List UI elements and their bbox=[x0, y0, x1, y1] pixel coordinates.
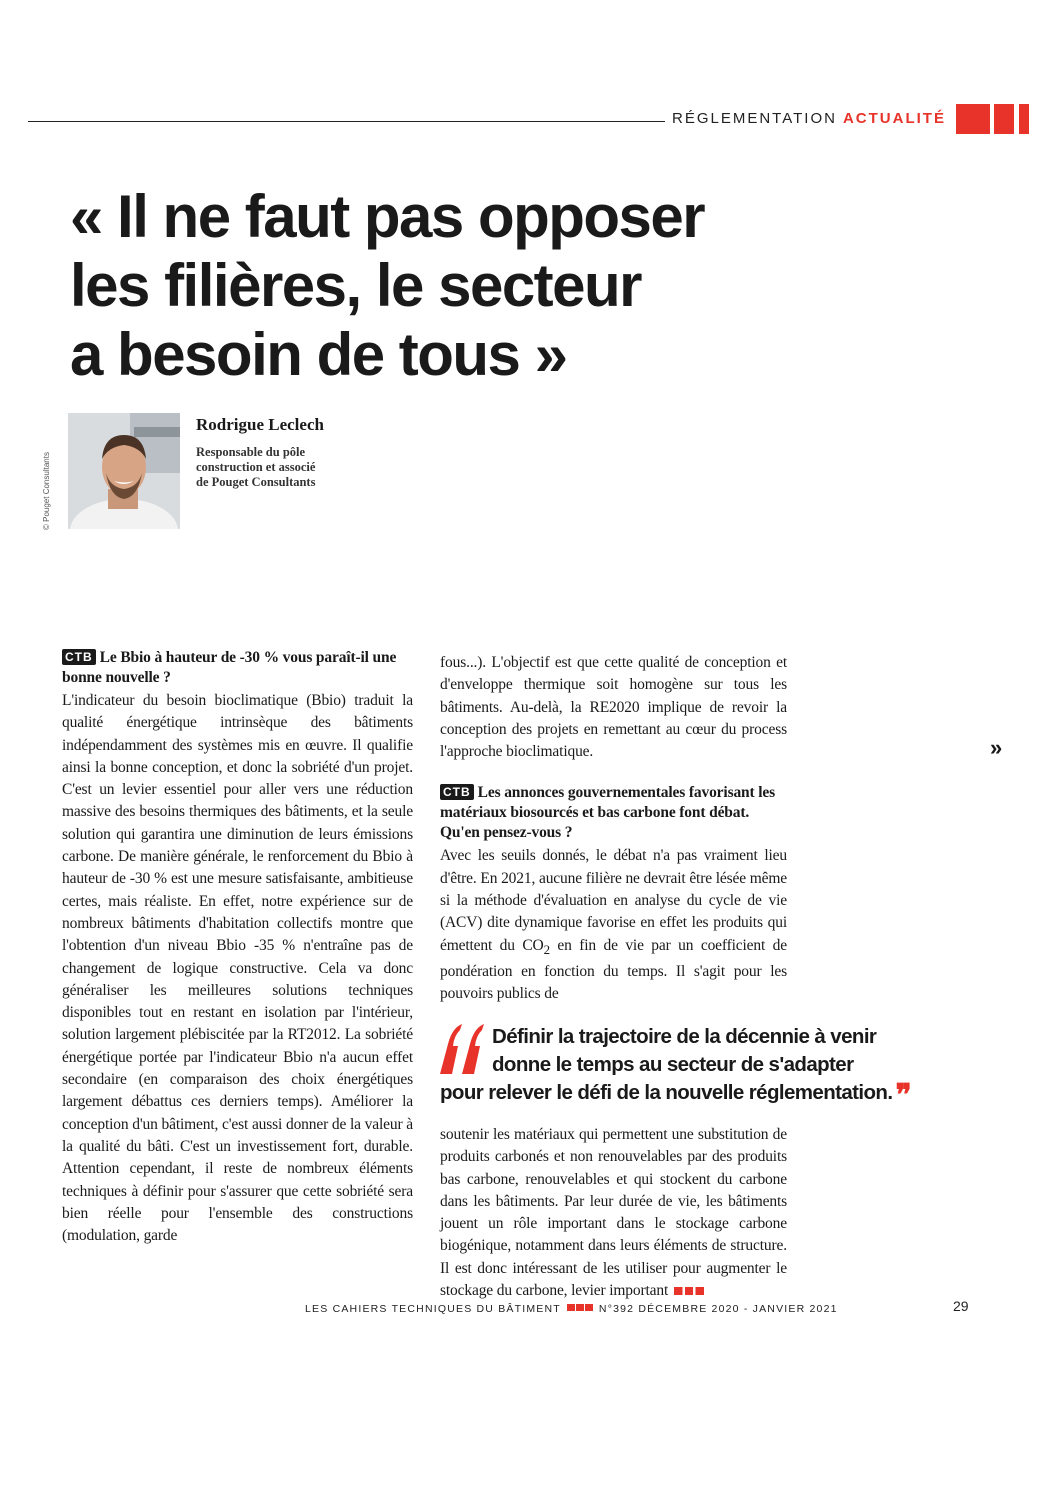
issue-info: N°392 DÉCEMBRE 2020 - JANVIER 2021 bbox=[598, 1303, 838, 1315]
header-rule bbox=[28, 121, 665, 122]
section-header bbox=[672, 110, 946, 127]
column-left bbox=[62, 648, 413, 1247]
author-name: Rodrigue Leclech bbox=[196, 415, 324, 434]
header-red-block-1 bbox=[956, 104, 990, 134]
pull-quote bbox=[440, 1023, 960, 1110]
section-name: RÉGLEMENTATION bbox=[672, 110, 837, 127]
author-photo bbox=[68, 413, 180, 529]
footer bbox=[305, 1303, 838, 1315]
header-red-block-2 bbox=[994, 104, 1014, 134]
end-mark-icon bbox=[674, 1287, 704, 1295]
footer-red-marks bbox=[567, 1304, 593, 1311]
column-right-top bbox=[440, 652, 787, 1006]
publication-name: LES CAHIERS TECHNIQUES DU BÂTIMENT bbox=[305, 1303, 561, 1315]
ctb-badge: CTB bbox=[62, 649, 96, 665]
close-quote-icon: ❞ bbox=[895, 1079, 911, 1112]
answer-1-continued: fous...). L'objectif est que cette qualité de conception et d'enveloppe thermique soit homogène sur tous les bâtiments. Au-delà, la RE2020 implique de revoir la conception des projets en remettant au cœur du process l'approche bioclimatique. bbox=[440, 654, 787, 761]
question-2: CTB Les annonces gouvernementales favorisant les matériaux biosourcés et bas carbone font débat. Qu'en pensez-vous ? bbox=[440, 784, 776, 842]
portrait-image bbox=[68, 413, 180, 529]
header-red-block-3 bbox=[1019, 104, 1029, 134]
pull-quote-line-3: pour relever le défi de la nouvelle réglementation. ❞ bbox=[440, 1079, 911, 1112]
answer-2-continued: soutenir les matériaux qui permettent une substitution de produits carbonés et non renouvelables par des produits bas carbone, renouvelables et qui stockent du carbone dans les bâtiments. Par leur durée de vie, les bâtiments jouent un rôle important dans le stockage carbone biogénique, notamment dans leurs éléments de structure. Il est donc intéressant de les utiliser pour augmenter le stockage du carbone, levier important bbox=[440, 1126, 787, 1300]
author-role: Responsable du pôle construction et associé de Pouget Consultants bbox=[196, 445, 316, 489]
question-1: CTB Le Bbio à hauteur de -30 % vous paraît-il une bonne nouvelle ? bbox=[62, 649, 397, 686]
answer-2-text: Avec les seuils donnés, le débat n'a pas vraiment lieu d'être. En 2021, aucune filière ne devrait être lésée même si la méthode d'évaluation en analyse du cycle de vie (ACV) dite dynamique favorise en effet les produits qui émettent du $CO_2$ en fin de vie par un coefficient de pondération en fonction du temps. Il s'agit pour les pouvoirs publics de bbox=[440, 847, 787, 1003]
title-line-3: a besoin de tous » bbox=[70, 321, 567, 388]
answer-1-text: L'indicateur du besoin bioclimatique (Bbio) traduit la qualité énergétique intrinsèque des bâtiments indépendamment des systèmes mis en œuvre. Il qualifie ainsi la bonne conception, et donc la sobriété d'un projet. C'est un levier essentiel pour aller vers une réduction massive des besoins thermiques des bâtiments, et la seule solution qui garantira une diminution de leurs émissions carbone. De manière générale, le renforcement du Bbio à hauteur de -30 % est une mesure satisfaisante, ambitieuse certes, mais réaliste. En effet, notre expérience sur de nombreux bâtiments d'habitation collectifs montre que l'obtention d'un niveau Bbio -35 % n'entraîne pas de changement de logique constructive. Cela va donc généraliser les meilleures solutions techniques disponibles tout en restant en isolation par l'intérieur, solution largement plébiscitée par la RT2012. La sobriété énergétique portée par l'indicateur Bbio n'a aucun effet secondaire (en comparaison des choix énergétiques largement débattus ces derniers temps). Améliorer la conception d'un bâtiment, c'est aussi donner de la valeur à la qualité du bâti. C'est un investissement fort, durable. Attention cependant, il reste de nombreux éléments techniques à définir pour s'assurer que cette sobriété sera bien réelle pour l'ensemble des constructions (modulation, garde bbox=[62, 692, 413, 1245]
column-right-bottom bbox=[440, 1124, 787, 1302]
article-title bbox=[70, 182, 770, 389]
title-line-2: les filières, le secteur bbox=[70, 252, 642, 319]
photo-credit: © Pouget Consultants bbox=[42, 452, 51, 530]
pull-quote-line-1: Définir la trajectoire de la décennie à venir bbox=[492, 1025, 877, 1048]
ctb-badge: CTB bbox=[440, 784, 474, 800]
pull-quote-line-2: donne le temps au secteur de s'adapter bbox=[492, 1053, 854, 1076]
title-line-1: « Il ne faut pas opposer bbox=[70, 183, 705, 250]
page-number: 29 bbox=[953, 1298, 969, 1314]
category-name: ACTUALITÉ bbox=[842, 110, 946, 127]
continue-mark: » bbox=[990, 735, 1003, 760]
